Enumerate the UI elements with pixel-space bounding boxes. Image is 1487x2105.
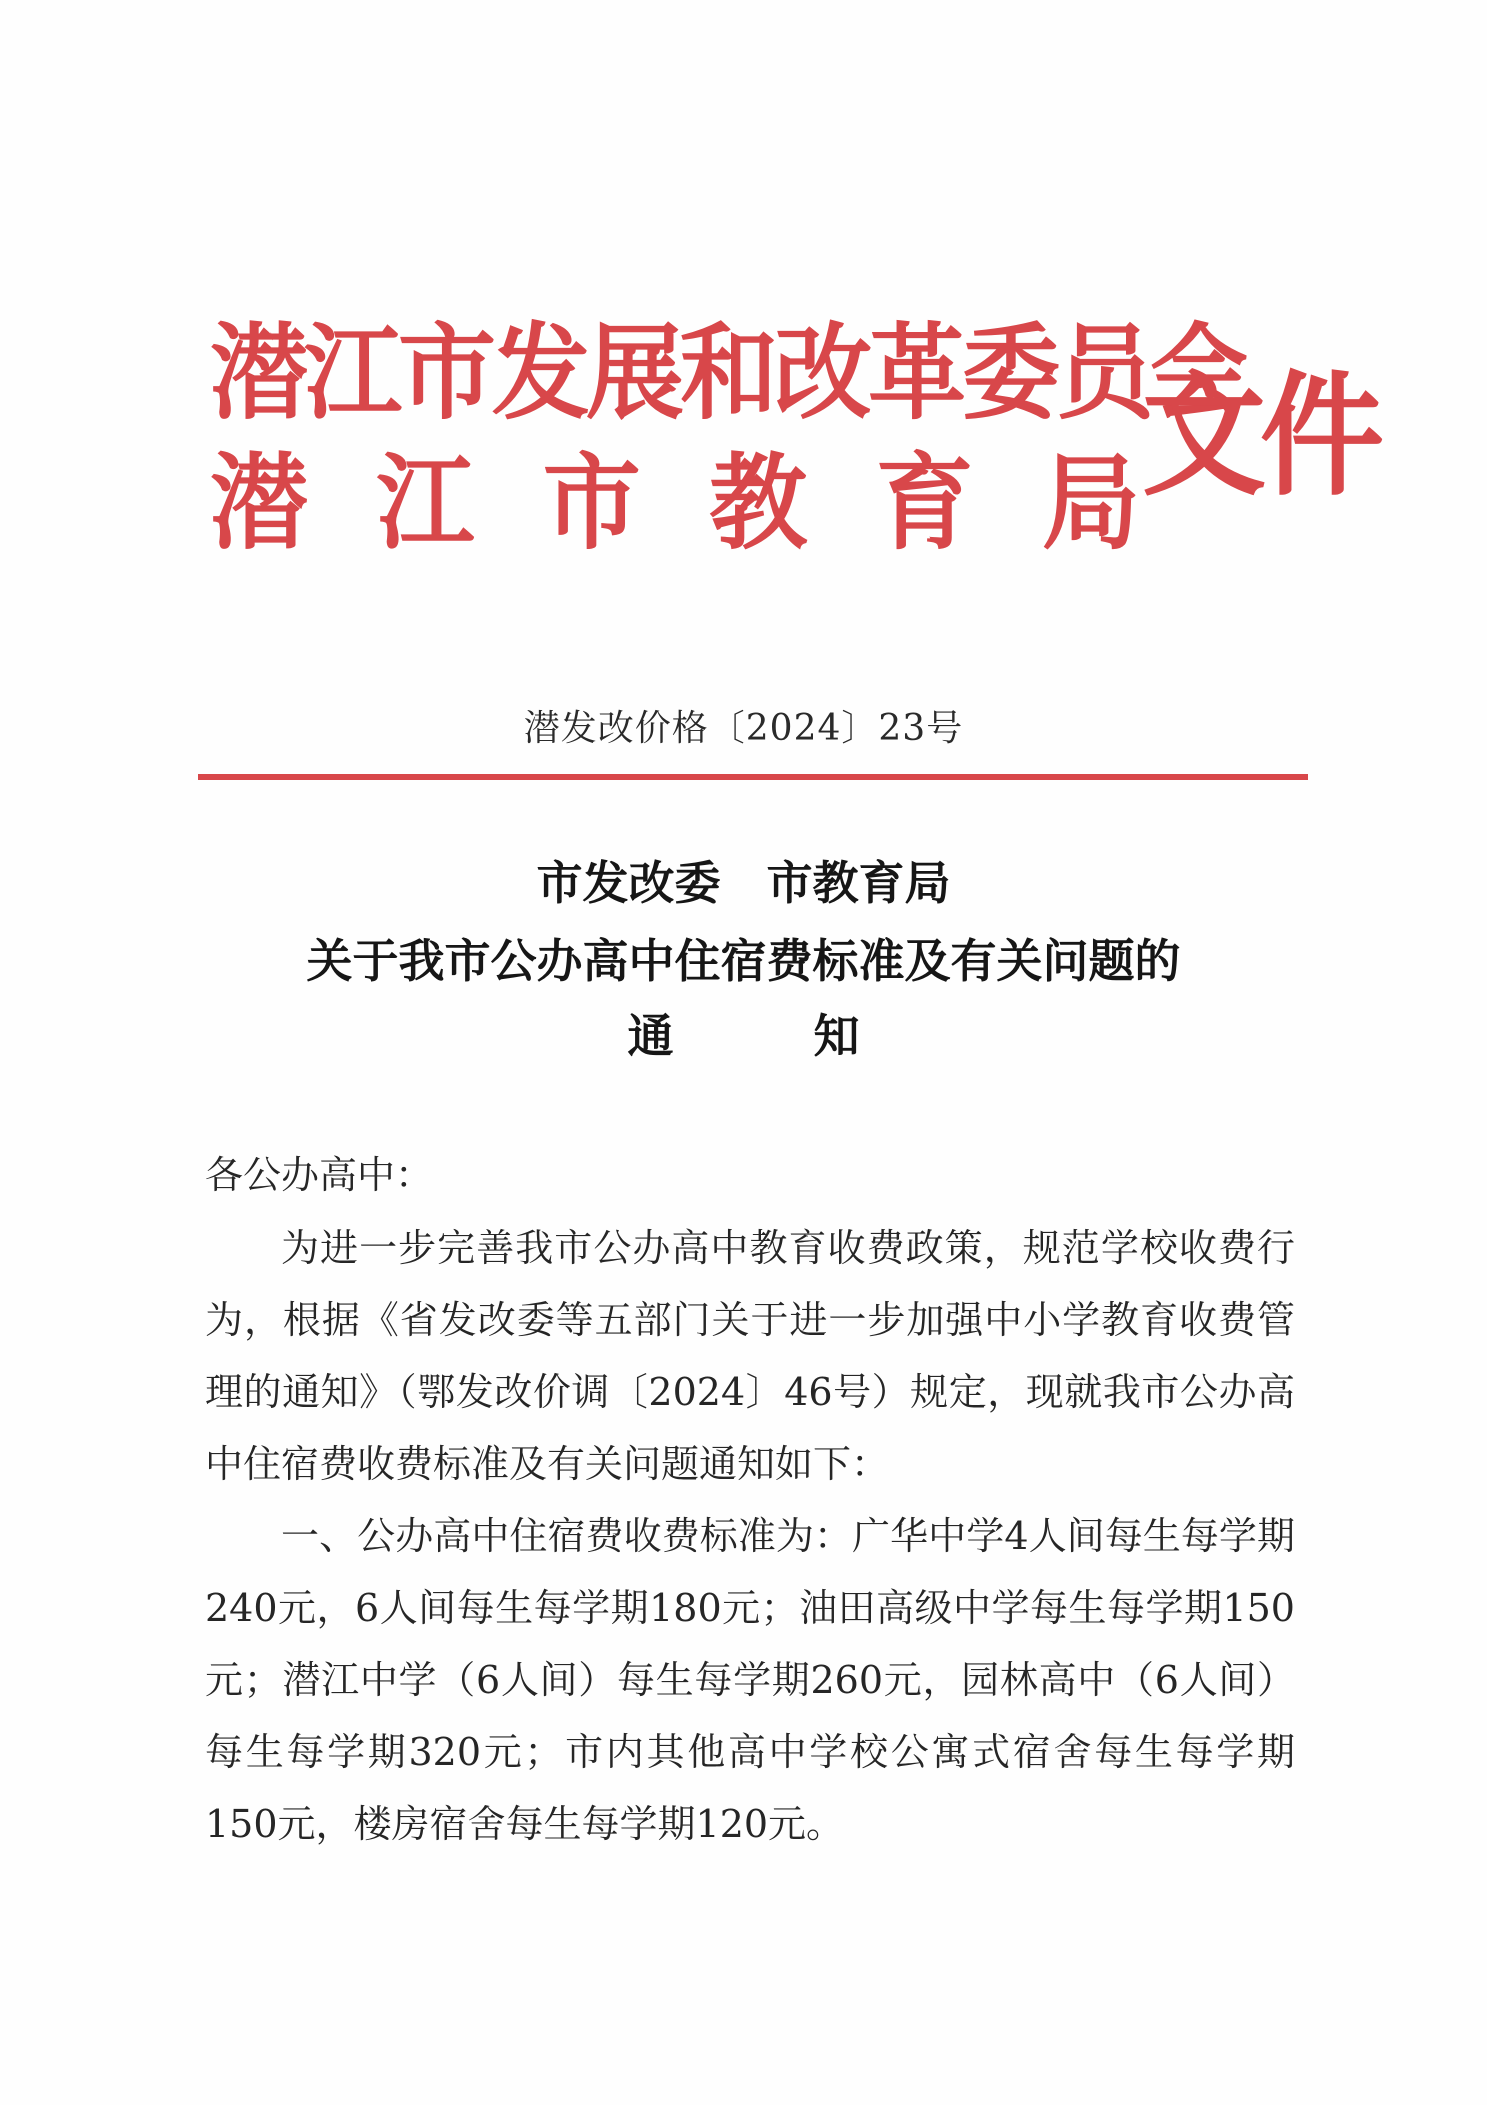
salutation: 各公办高中： xyxy=(205,1153,434,1197)
body-paragraph: 一、公办高中住宿费收费标准为：广华中学4人间每生每学期240元，6人间每生每学期180元；油田高级中学每生每学期150元；潜江中学（6人间）每生每学期260元，园林高中（6人间）每生每学期320元；市内其他高中学校公寓式宿舍每生每学期150元，楼房宿舍每生每学期120元。 xyxy=(205,1514,1295,1846)
masthead-suffix: 文件 xyxy=(1142,358,1379,515)
title-line-2: 关于我市公办高中住宿费标准及有关问题的 xyxy=(306,934,1181,988)
document-number: 潜发改价格〔2024〕23号 xyxy=(523,708,964,749)
title-line-1: 市发改委 市教育局 xyxy=(536,856,951,910)
red-divider xyxy=(198,774,1308,780)
masthead-issuer-1: 潜江市发展和改革委员会 xyxy=(210,312,1245,435)
body-paragraph: 为进一步完善我市公办高中教育收费政策，规范学校收费行为，根据《省发改委等五部门关于进一步加强中小学教育收费管理的通知》（鄂发改价调〔2024〕46号）规定，现就我市公办高中住宿费收费标准及有关问题通知如下： xyxy=(205,1226,1295,1486)
masthead-issuer-2: 潜江市教育局 xyxy=(210,442,1140,565)
title-line-3: 通知 xyxy=(627,1009,1000,1063)
